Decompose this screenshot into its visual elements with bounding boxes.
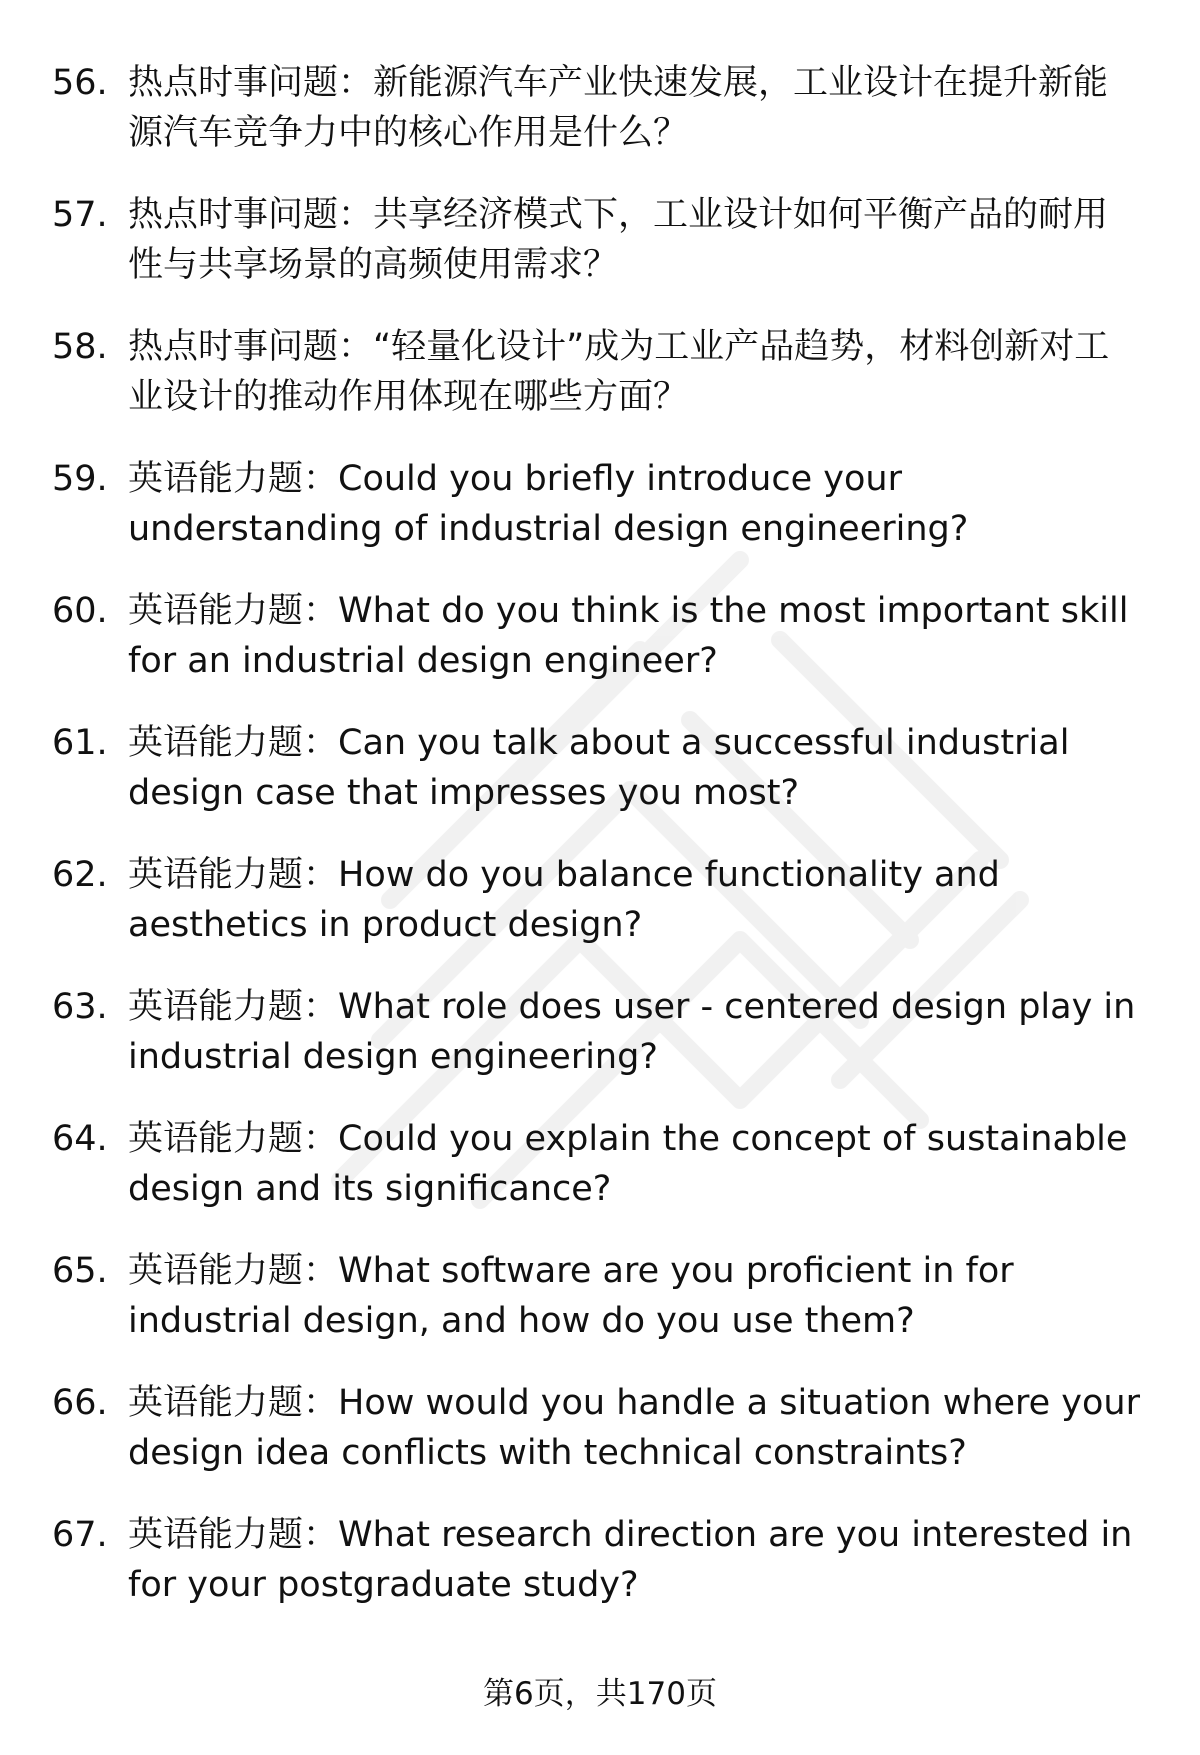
question-item [52,850,1152,982]
page-number-footer: 第6页，共170页 [483,1676,717,1712]
question-text [128,1114,1143,1214]
question-type: 英语能力题： [128,1383,339,1423]
question-type: 英语能力题： [128,1251,339,1291]
question-type: 英语能力题： [128,1515,339,1555]
question-item [52,586,1152,718]
question-item [52,322,1152,454]
question-content: 新能源汽车产业快速发展，工业设计在提升新能源汽车竞争力中的核心作用是什么？ [128,63,1109,153]
question-text [128,1246,1143,1346]
question-text [128,982,1143,1082]
question-content: Could you briefly introduce your understanding of industrial design engineering? [128,459,969,549]
question-number: 64. [52,1119,108,1159]
question-number: 63. [52,987,108,1027]
question-item [52,1378,1152,1510]
question-number: 62. [52,855,108,895]
question-number: 58. [52,327,108,367]
question-item [52,718,1152,850]
question-item [52,190,1152,322]
question-number: 66. [52,1383,108,1423]
question-content: “轻量化设计”成为工业产品趋势，材料创新对工业设计的推动作用体现在哪些方面？ [128,327,1110,417]
question-text [128,322,1143,422]
question-content: How do you balance functionality and aesthetics in product design? [128,855,1000,945]
question-text [128,1378,1143,1478]
question-type: 英语能力题： [128,723,339,763]
question-type: 英语能力题： [128,591,339,631]
question-text [128,718,1143,818]
question-type: 热点时事问题： [128,63,374,103]
question-list [52,58,1152,1642]
question-content: What role does user - centered design play in industrial design engineering? [128,987,1136,1077]
question-text [128,190,1143,290]
question-number: 61. [52,723,108,763]
question-number: 67. [52,1515,108,1555]
question-content: What research direction are you interested in for your postgraduate study? [128,1515,1133,1605]
question-content: Can you talk about a successful industrial design case that impresses you most? [128,723,1070,813]
question-text [128,850,1143,950]
question-content: How would you handle a situation where your design idea conflicts with technical constraints? [128,1383,1141,1473]
question-item [52,58,1152,190]
question-number: 59. [52,459,108,499]
question-type: 英语能力题： [128,1119,339,1159]
question-content: What do you think is the most important skill for an industrial design engineer? [128,591,1129,681]
question-item [52,1246,1152,1378]
question-text [128,1510,1143,1610]
question-content: What software are you proficient in for industrial design, and how do you use them? [128,1251,1014,1341]
question-item [52,982,1152,1114]
question-item [52,454,1152,586]
question-item [52,1510,1152,1642]
question-number: 56. [52,63,108,103]
question-number: 60. [52,591,108,631]
question-number: 65. [52,1251,108,1291]
question-type: 热点时事问题： [128,327,374,367]
question-type: 英语能力题： [128,855,339,895]
question-type: 热点时事问题： [128,195,374,235]
question-text [128,58,1143,158]
question-number: 57. [52,195,108,235]
question-text [128,586,1143,686]
question-type: 英语能力题： [128,987,339,1027]
question-item [52,1114,1152,1246]
question-type: 英语能力题： [128,459,339,499]
question-text [128,454,1143,554]
question-content: Could you explain the concept of sustainable design and its significance? [128,1119,1128,1209]
question-content: 共享经济模式下，工业设计如何平衡产品的耐用性与共享场景的高频使用需求？ [128,195,1109,285]
